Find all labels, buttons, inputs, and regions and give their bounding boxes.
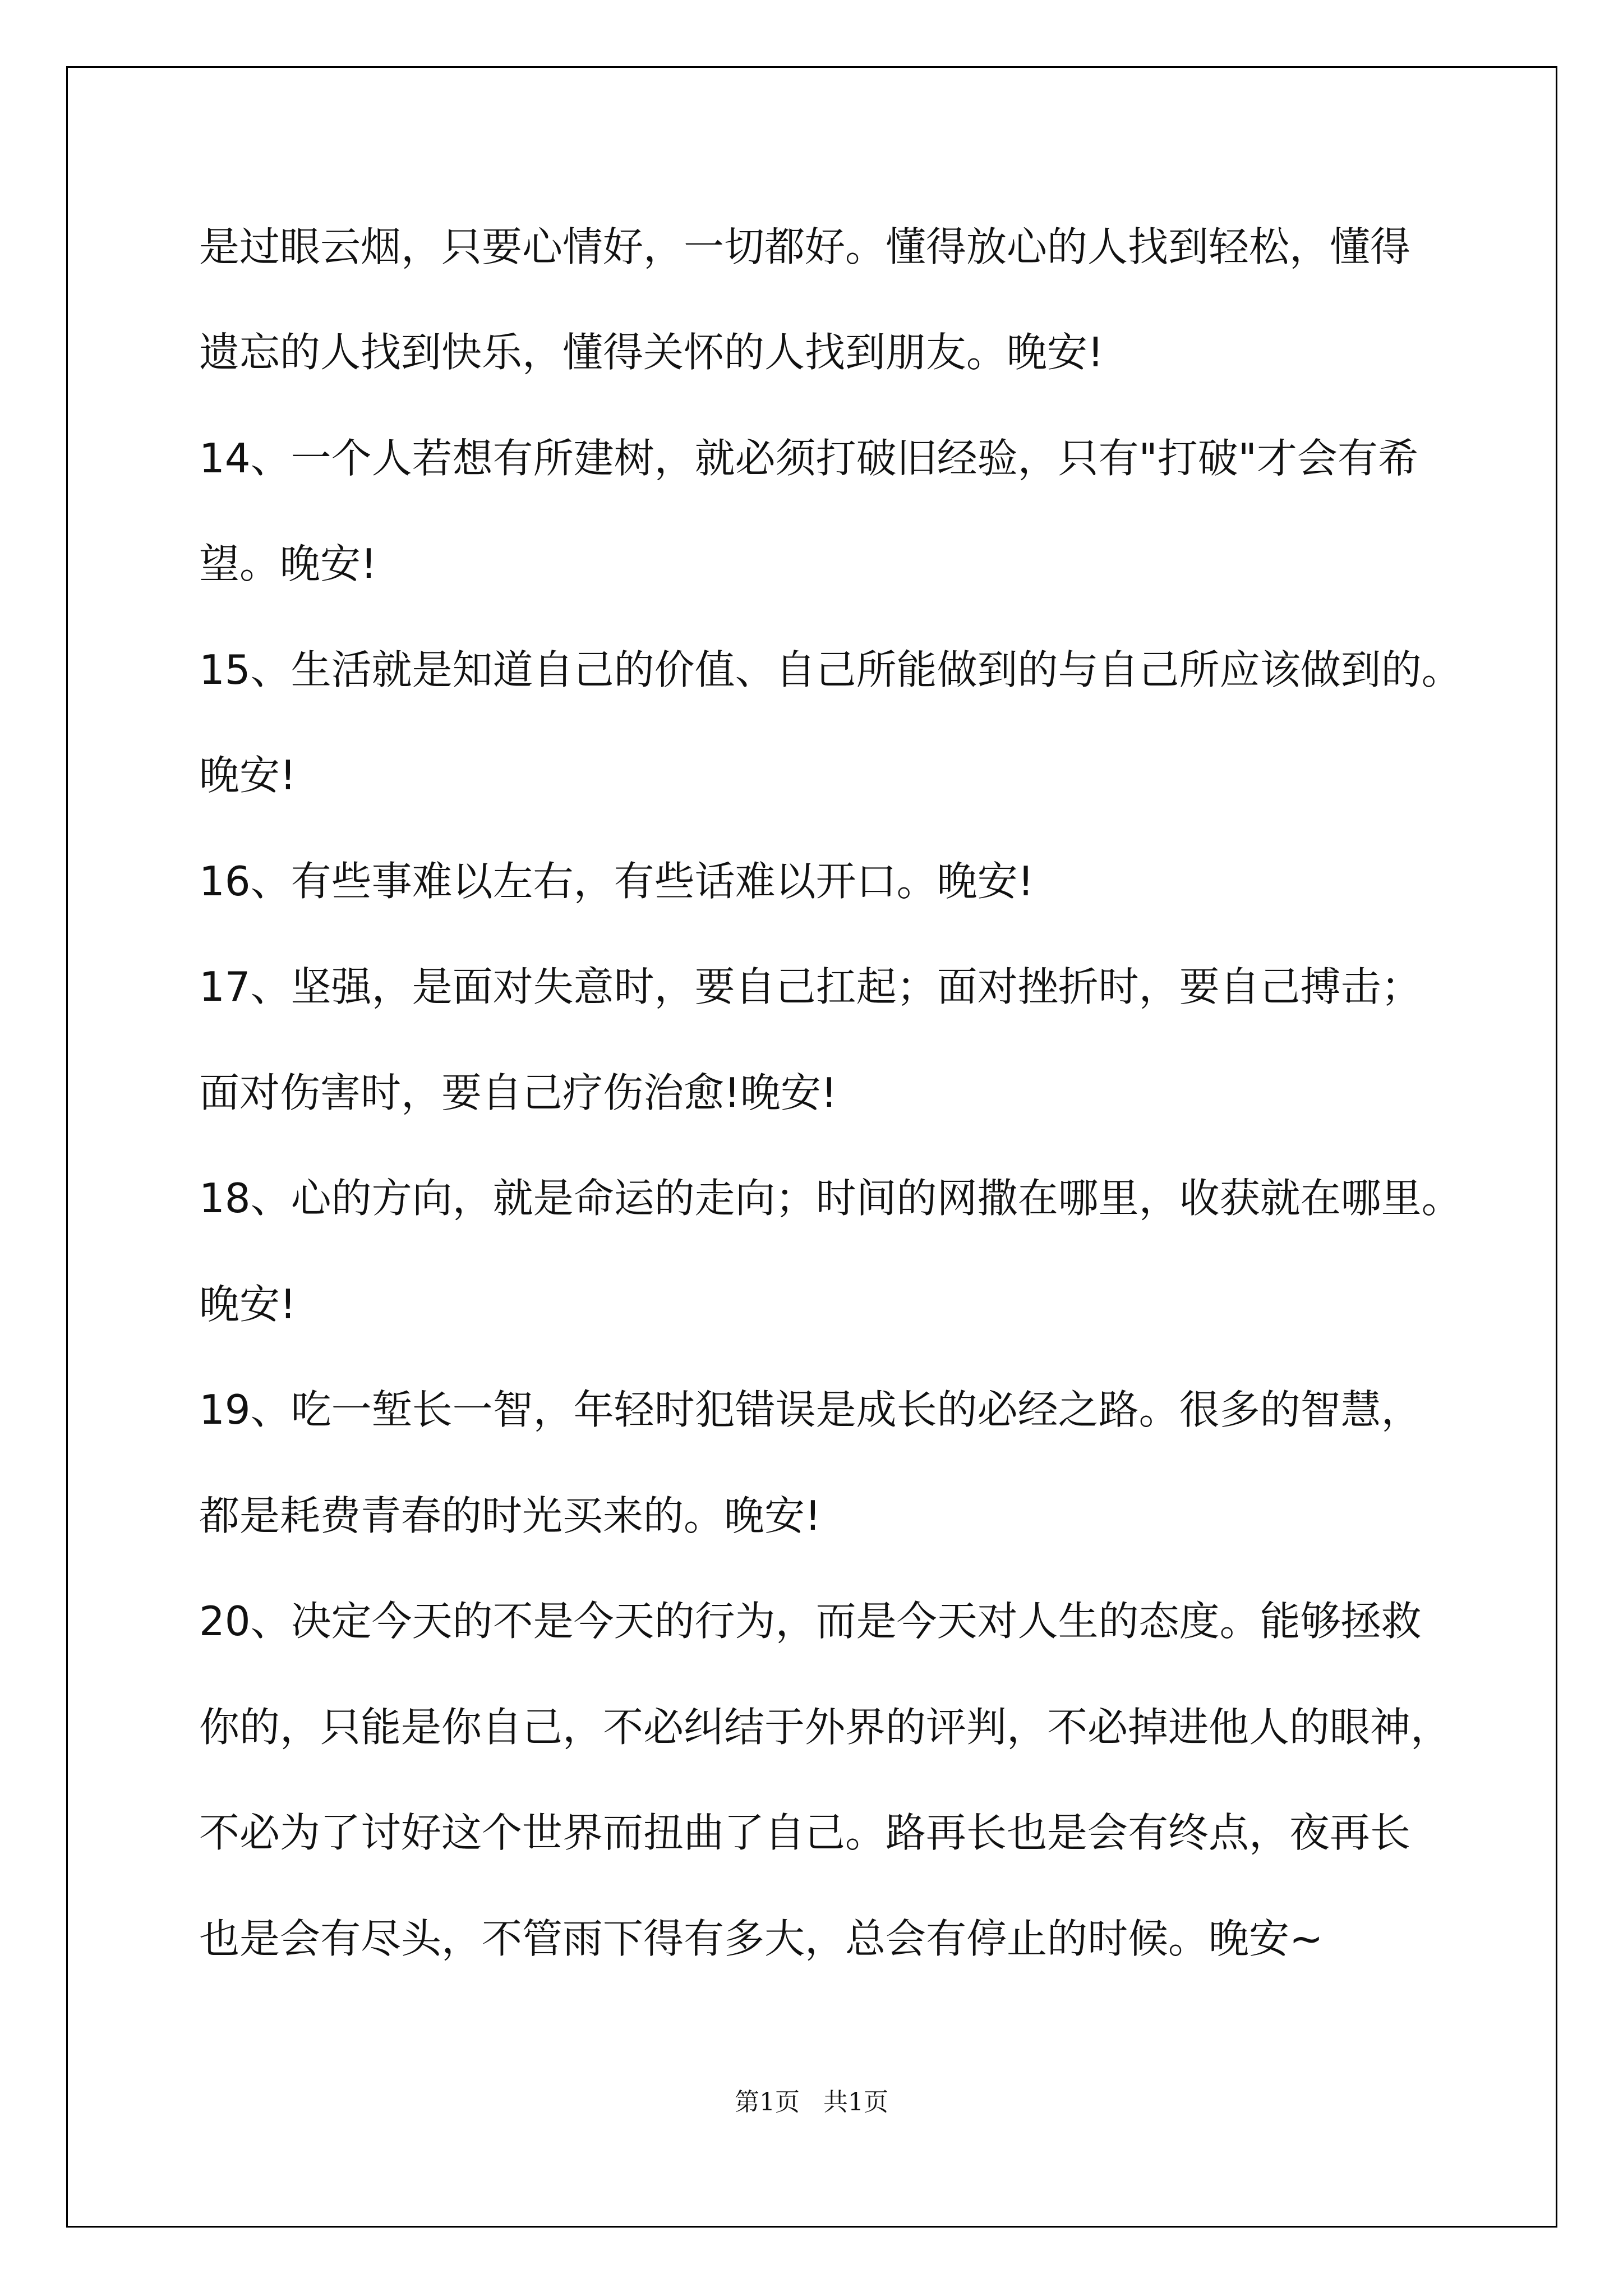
text-line: 不必为了讨好这个世界而扭曲了自己。路再长也是会有终点，夜再长 xyxy=(199,1809,1411,1856)
text-line: 16、有些事难以左右，有些话难以开口。晚安! xyxy=(199,858,1034,905)
text-line: 也是会有尽头，不管雨下得有多大，总会有停止的时候。晚安~ xyxy=(199,1915,1324,1962)
text-line: 望。晚安! xyxy=(199,540,377,587)
text-line: 19、吃一堑长一智，年轻时犯错误是成长的必经之路。很多的智慧， xyxy=(199,1386,1422,1433)
text-line: 14、一个人若想有所建树，就必须打破旧经验，只有"打破"才会有希 xyxy=(199,435,1418,482)
text-line: 你的，只能是你自己，不必纠结于外界的评判，不必掉进他人的眼神， xyxy=(199,1704,1451,1751)
text-line: 遗忘的人找到快乐，懂得关怀的人找到朋友。晚安! xyxy=(199,329,1104,376)
page-border xyxy=(66,66,1557,2228)
page-number: 第1页 共1页 xyxy=(735,2088,888,2116)
text-line: 20、决定今天的不是今天的行为，而是今天对人生的态度。能够拯救 xyxy=(199,1598,1422,1645)
text-line: 15、生活就是知道自己的价值、自己所能做到的与自己所应该做到的。 xyxy=(199,646,1462,693)
text-line: 晚安! xyxy=(199,752,296,799)
text-line: 面对伤害时，要自己疗伤治愈!晚安! xyxy=(199,1069,837,1116)
text-line: 是过眼云烟，只要心情好，一切都好。懂得放心的人找到轻松，懂得 xyxy=(199,223,1411,270)
text-line: 18、心的方向，就是命运的走向；时间的网撒在哪里，收获就在哪里。 xyxy=(199,1175,1462,1222)
text-line: 都是耗费青春的时光买来的。晚安! xyxy=(199,1492,821,1539)
text-line: 17、坚强，是面对失意时，要自己扛起；面对挫折时，要自己搏击； xyxy=(199,963,1422,1010)
text-line: 晚安! xyxy=(199,1281,296,1328)
